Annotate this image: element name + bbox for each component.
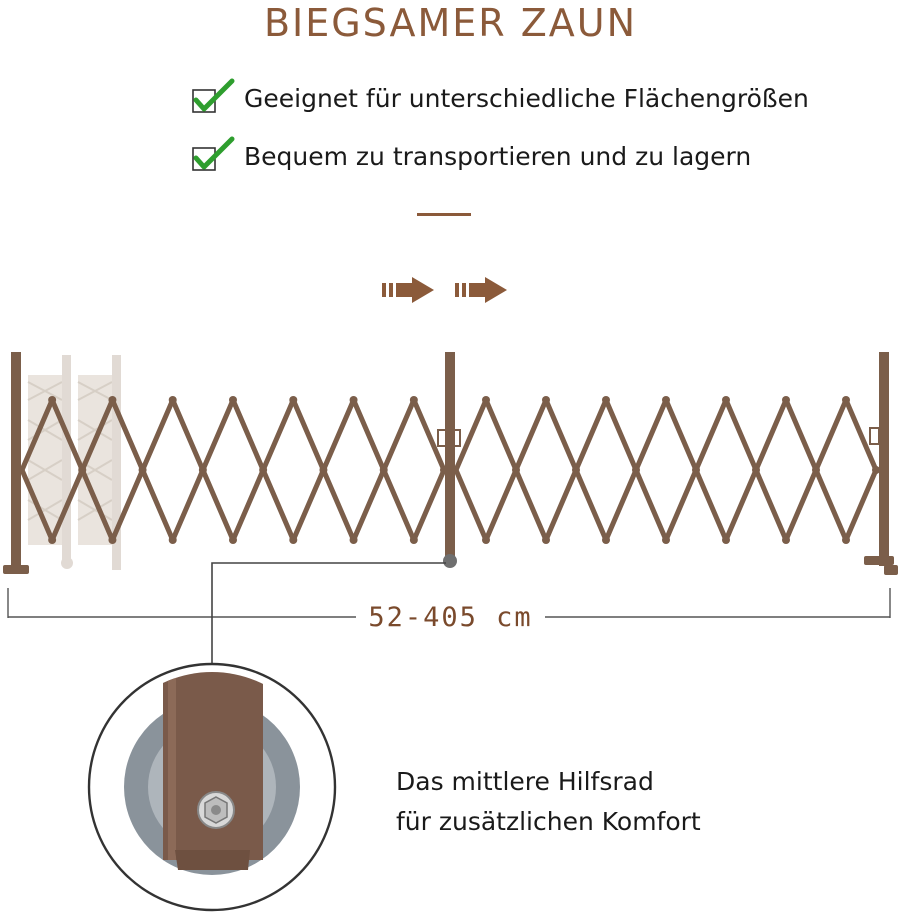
lattice-joint — [289, 396, 297, 404]
lattice-joint — [78, 466, 86, 474]
lattice-joint — [319, 466, 327, 474]
lattice-joint — [48, 536, 56, 544]
lattice-joint — [289, 536, 297, 544]
wheel-caption-line: Das mittlere Hilfsrad — [396, 767, 654, 796]
lattice-bar — [846, 470, 876, 540]
lattice-joint — [662, 536, 670, 544]
checkmark-icon — [190, 136, 236, 176]
lattice-joint — [350, 536, 358, 544]
lattice-joint — [842, 396, 850, 404]
lattice-joint — [602, 536, 610, 544]
lattice-joint — [229, 536, 237, 544]
dimension-line — [8, 588, 890, 618]
lattice-joint — [542, 536, 550, 544]
feature-text: Geeignet für unterschiedliche Flächengrößen — [244, 83, 809, 113]
lattice-joint — [692, 466, 700, 474]
lattice-joint — [752, 466, 760, 474]
lattice-joint — [782, 536, 790, 544]
lattice-joint — [259, 466, 267, 474]
lattice-bar — [414, 470, 444, 540]
lattice-joint — [572, 466, 580, 474]
product-title: BIEGSAMER ZAUN — [263, 1, 638, 45]
lattice-joint — [380, 466, 388, 474]
lattice-joint — [169, 536, 177, 544]
lattice-joint — [108, 536, 116, 544]
lattice-joint — [199, 466, 207, 474]
lattice-joint — [542, 396, 550, 404]
lattice-joint — [139, 466, 147, 474]
lattice-joint — [482, 536, 490, 544]
wheel-caption — [396, 762, 701, 842]
lattice-joint — [512, 466, 520, 474]
length-label: 52-405 cm — [356, 602, 544, 633]
wheel-caption-line: für zusätzlichen Komfort — [396, 807, 701, 836]
lattice-joint — [602, 396, 610, 404]
lattice-joint — [722, 396, 730, 404]
lattice-joint — [812, 466, 820, 474]
lattice-joint — [482, 396, 490, 404]
lattice-joint — [662, 396, 670, 404]
folded-fence-ghost — [28, 355, 121, 570]
checkmark-icon — [190, 78, 236, 118]
lattice-bar — [414, 400, 444, 470]
extend-arrows-icon — [380, 275, 510, 305]
lattice-bar — [456, 470, 486, 540]
lattice-joint — [410, 396, 418, 404]
feature-item — [190, 136, 751, 176]
lattice-joint — [632, 466, 640, 474]
feature-item — [190, 78, 809, 118]
lattice-joint — [169, 396, 177, 404]
divider — [417, 213, 471, 216]
lattice-joints — [48, 396, 880, 544]
lattice-joint — [722, 536, 730, 544]
lattice-bar — [846, 400, 876, 470]
lattice-joint — [410, 536, 418, 544]
lattice-joint — [229, 396, 237, 404]
lattice-joint — [48, 396, 56, 404]
feature-text: Bequem zu transportieren und zu lagern — [244, 141, 752, 171]
lattice-joint — [842, 536, 850, 544]
lattice-joint — [782, 396, 790, 404]
lattice-joint — [350, 396, 358, 404]
wheel-detail-zoom — [89, 660, 335, 910]
lattice-joint — [108, 396, 116, 404]
lattice-joint — [872, 466, 880, 474]
